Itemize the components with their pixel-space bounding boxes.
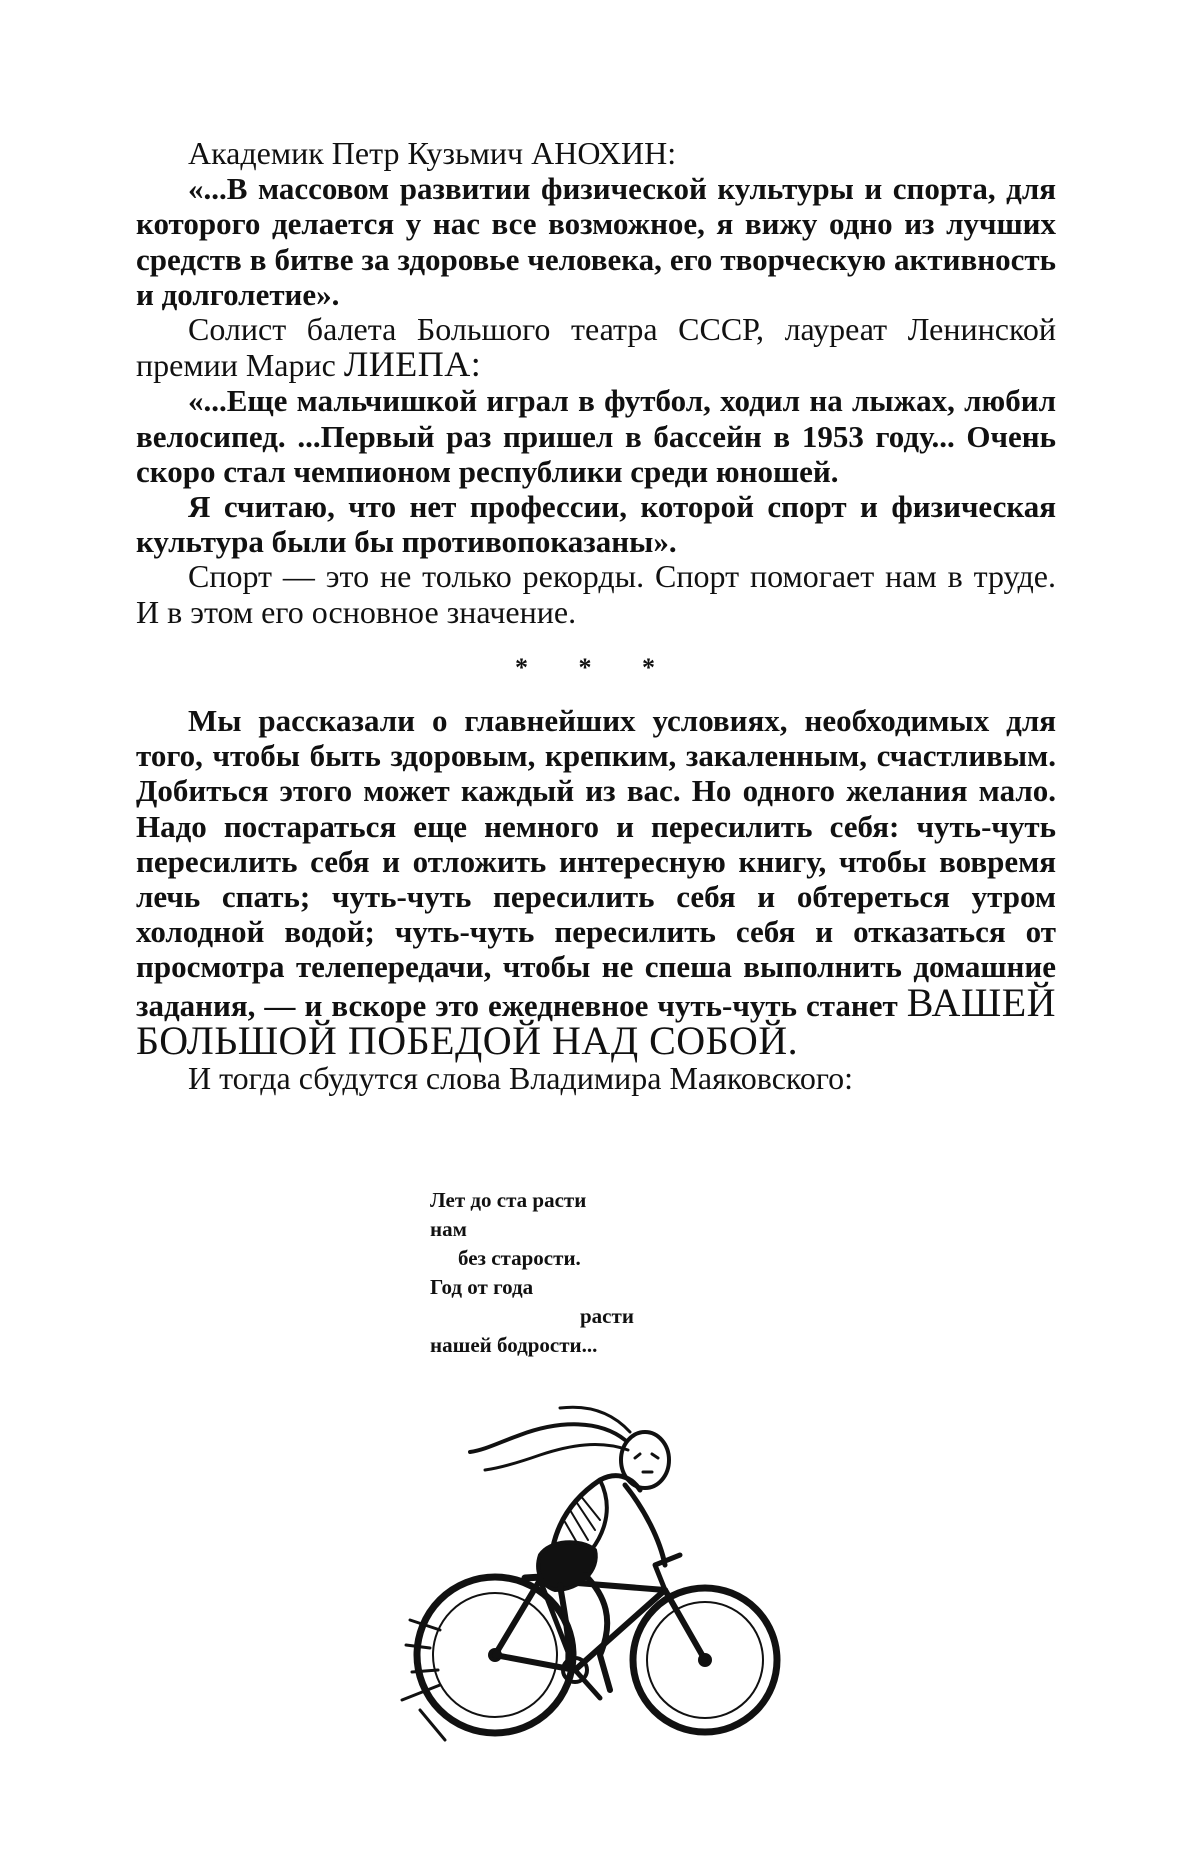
poem-line: расти — [430, 1302, 634, 1331]
sport-paragraph: Спорт — это не только рекорды. Спорт помогает нам в труде. И в этом его основное значение. — [136, 559, 1056, 629]
quote2-text1: «...Еще мальчишкой играл в футбол, ходил на лыжах, любил велосипед. ...Первый раз пришел в бассейн в 1953 году... Очень скоро стал чемпионом республики среди юношей. — [136, 383, 1056, 489]
quote2-author-prefix: Солист балета Большого театра СССР, лауреат Ленинской премии Марис — [136, 311, 1056, 383]
quote1-text: «...В массовом развитии физической культуры и спорта, для которого делается у нас все возможное, я вижу одно из лучших средств в битве за здоровье человека, его творческую активность и долголетие». — [136, 171, 1056, 312]
conclusion-emphasis: ВАШЕЙ БОЛЬШОЙ ПОБЕДОЙ НАД СОБОЙ. — [136, 980, 1056, 1063]
conclusion — [136, 703, 1056, 1061]
quote1-author: Академик Петр Кузьмич АНОХИН: — [136, 136, 1056, 171]
poem — [430, 1186, 634, 1360]
poem-intro: И тогда сбудутся слова Владимира Маяковского: — [136, 1061, 1056, 1096]
poem-line: Лет до ста расти — [430, 1186, 634, 1215]
cyclist-illustration — [400, 1380, 790, 1770]
quote2-author-name: ЛИЕПА: — [344, 344, 481, 384]
poem-line: Год от года — [430, 1273, 634, 1302]
conclusion-text: Мы рассказали о главнейших условиях, необходимых для того, чтобы быть здоровым, крепким, закаленным, счастливым. Добиться этого может каждый из вас. Но одного желания мало. Надо постараться еще немного и пересилить себя: чуть-чуть пересилить себя и отложить интересную книгу, чтобы вовремя лечь спать; чуть-чуть пересилить себя и обтереться утром холодной водой; чуть-чуть пересилить себя и отказаться от просмотра телепередачи, чтобы не спеша выполнить домашние задания, — и вскоре это ежедневное чуть-чуть станет — [136, 703, 1056, 1023]
quote2-author — [136, 312, 1056, 383]
separator: * * * — [136, 650, 1056, 685]
poem-line: без старости. — [430, 1244, 634, 1273]
quote2-text2: Я считаю, что нет профессии, которой спорт и физическая культура были бы противопоказаны». — [136, 489, 1056, 559]
poem-line: нам — [430, 1215, 634, 1244]
poem-line: нашей бодрости... — [430, 1331, 634, 1360]
page-text — [136, 136, 1056, 1096]
